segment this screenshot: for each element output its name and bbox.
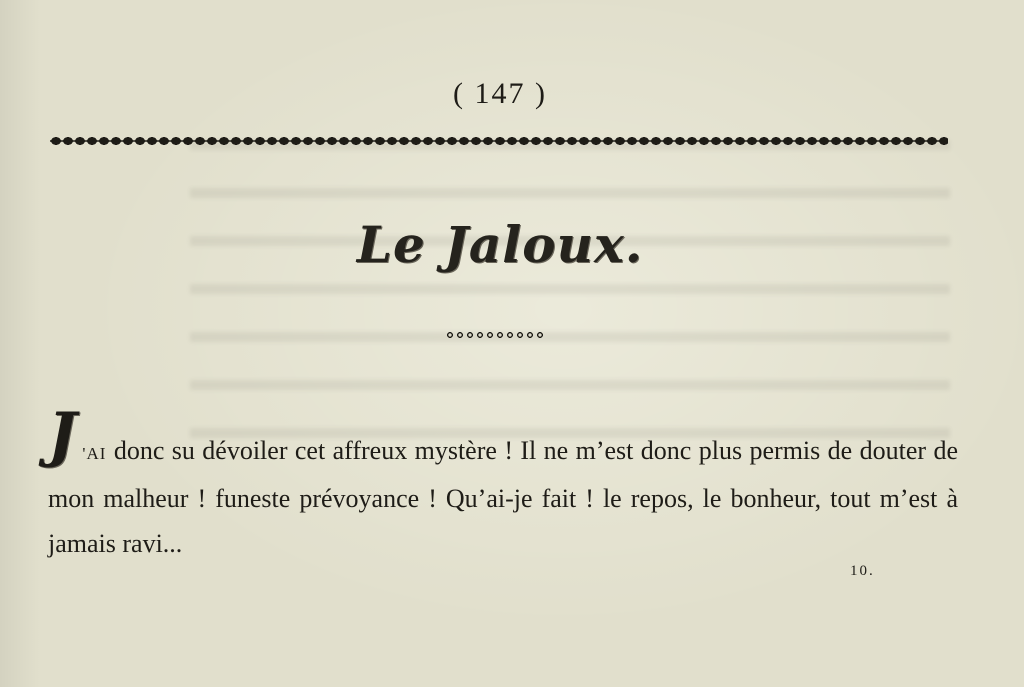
page-title: Le Jaloux. (356, 215, 644, 274)
opening-smallcaps: 'AI (82, 444, 107, 463)
signature-mark: 10. (850, 563, 875, 579)
small-ornamental-rule (446, 331, 544, 339)
paragraph-text: donc su dévoiler cet affreux mystère ! Il ne m’est donc plus permis de douter de mon malheur ! funeste prévoyance ! Qu’ai-je fait ! le repos, le bonheur, tout m’est à jamais ravi... (48, 436, 958, 558)
page-number: ( 147 ) (453, 77, 547, 110)
body-paragraph (48, 400, 958, 566)
show-through-text (190, 140, 950, 460)
ornamental-rule (50, 134, 948, 148)
drop-cap: J (48, 400, 77, 470)
